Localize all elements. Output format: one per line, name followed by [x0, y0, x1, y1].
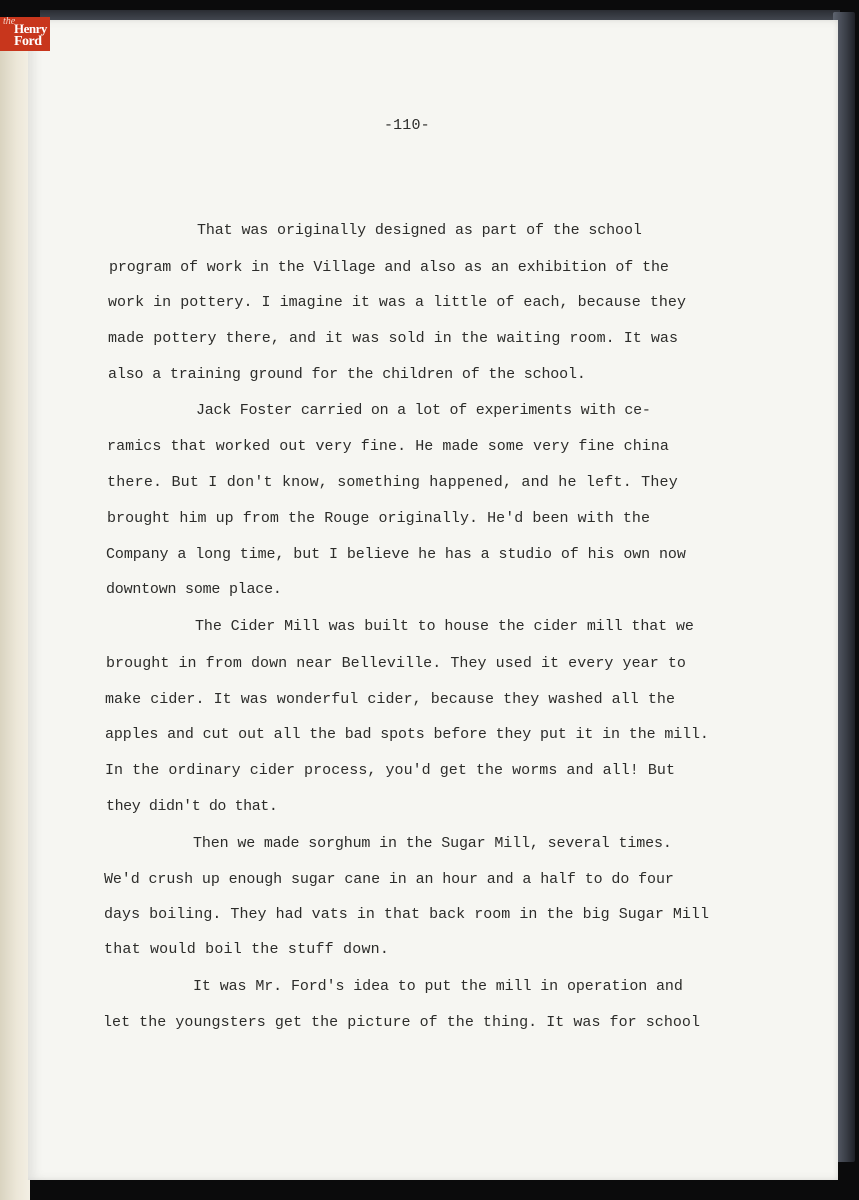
text-line: In the ordinary cider process, you'd get the worms and all! But [105, 762, 675, 779]
text-line: We'd crush up enough sugar cane in an hour and a half to do four [104, 871, 674, 888]
text-line: Company a long time, but I believe he has a studio of his own now [106, 546, 686, 563]
text-line: make cider. It was wonderful cider, because they washed all the [105, 691, 675, 708]
text-line: work in pottery. I imagine it was a little of each, because they [108, 294, 686, 311]
text-line: apples and cut out all the bad spots before they put it in the mill. [105, 726, 709, 743]
text-line: brought him up from the Rouge originally. He'd been with the [107, 510, 650, 527]
text-line: downtown some place. [106, 581, 282, 598]
text-line: brought in from down near Belleville. They used it every year to [106, 655, 686, 672]
logo-ford-text: Ford [14, 34, 42, 49]
text-line: It was Mr. Ford's idea to put the mill in operation and [193, 978, 683, 995]
text-line: let the youngsters get the picture of the thing. It was for school [103, 1014, 700, 1031]
text-line: there. But I don't know, something happened, and he left. They [107, 474, 678, 491]
text-line: program of work in the Village and also as an exhibition of the [109, 259, 669, 276]
henry-ford-logo [0, 17, 50, 51]
text-line: days boiling. They had vats in that back room in the big Sugar Mill [104, 906, 709, 923]
text-line: Jack Foster carried on a lot of experiments with ce- [196, 402, 651, 419]
text-line: that would boil the stuff down. [104, 941, 390, 958]
text-line: Then we made sorghum in the Sugar Mill, several times. [193, 835, 672, 852]
text-line: made pottery there, and it was sold in the waiting room. It was [108, 330, 678, 347]
page-number: -110- [384, 117, 430, 134]
logo-henry-text: Henry [14, 21, 47, 36]
book-gutter-edge [0, 22, 30, 1200]
logo-the-text: the [3, 16, 16, 27]
text-line: That was originally designed as part of the school [197, 222, 642, 239]
text-line: they didn't do that. [106, 798, 278, 815]
text-line: The Cider Mill was built to house the cider mill that we [195, 618, 694, 635]
typed-page [28, 20, 838, 1180]
text-line: ramics that worked out very fine. He made some very fine china [107, 438, 669, 455]
text-line: also a training ground for the children of the school. [108, 366, 586, 383]
